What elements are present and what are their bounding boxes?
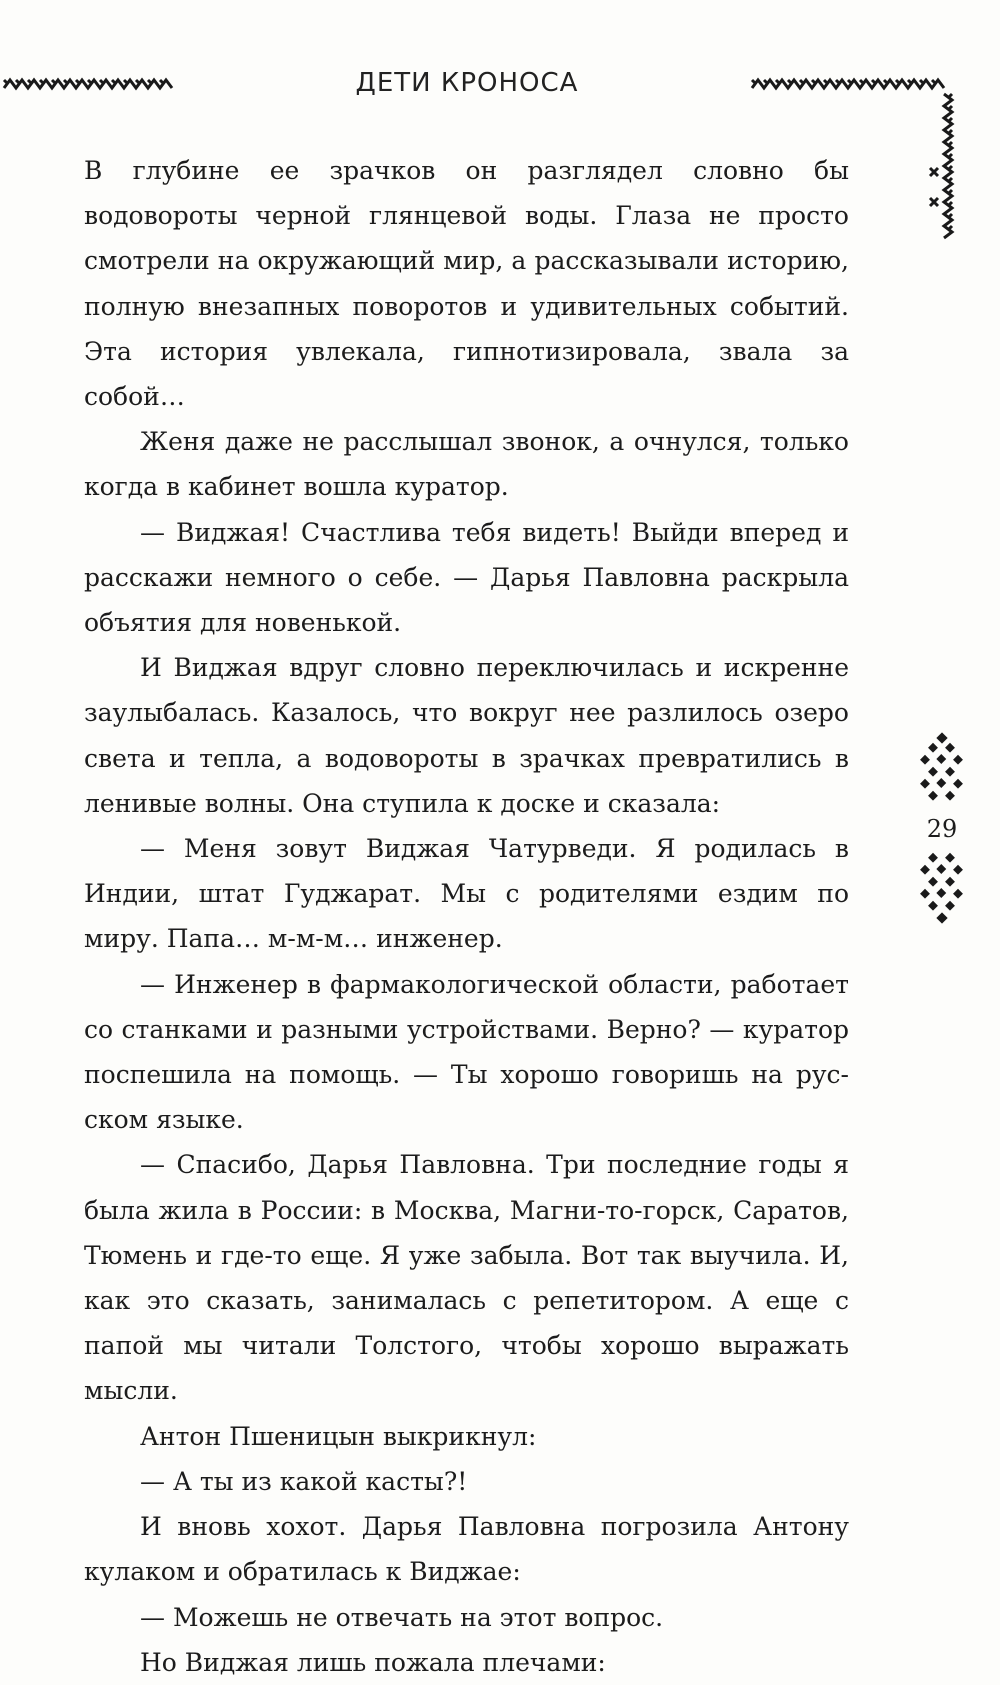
paragraph: — Можешь не отвечать на этот вопрос. [140, 1602, 664, 1632]
paragraph: Но Виджая лишь пожала плечами: [140, 1647, 606, 1677]
paragraph: — Виджая! Счастлива тебя видеть! Выйди вперед и расскажи немного о себе. — Дарья Павловна раскрыла объятия для новенькой. [84, 517, 849, 638]
paragraph: — Спасибо, Дарья Павловна. Три последние годы я была жила в России: в Москва, Магни-то-горск, Саратов, Тюмень и где-то еще. Я уже забыла. Вот так выучила. И, как это сказать, занималась с репетитором. А еще с папой мы читали Толстого, чтобы хорошо выражать мысли. [84, 1150, 849, 1406]
paragraph: — А ты из какой касты?! [140, 1466, 468, 1496]
paragraph: И вновь хохот. Дарья Павловна погрозила Антону кулаком и обратилась к Виджае: [84, 1512, 849, 1587]
folio-ornament-bottom [912, 850, 972, 930]
folio-ornament-top [912, 730, 972, 810]
paragraph: Антон Пшеницын выкрикнул: [140, 1421, 537, 1451]
paragraph: В глубине ее зрачков он разглядел словно бы водовороты черной глянцевой воды. Глаза не просто смотрели на окружающий мир, а рассказывали историю, полную внезапных поворотов и удивительных событий. Эта история увлекала, гипнотизировала, звала за собой… [84, 156, 849, 412]
paragraph: — Меня зовут Виджая Чатурведи. Я родилась в Индии, штат Гуджарат. Мы с родителями ездим по миру. Папа… м-м-м… инженер. [84, 834, 849, 954]
paragraph: Женя даже не расслышал звонок, а очнулся, только когда в кабинет вошла куратор. [84, 427, 849, 502]
body-text [84, 148, 849, 1685]
paragraph: — Инженер в фармакологической области, работает со станками и разными устройствами. Верно? — куратор поспешила на помощь. — Ты хорошо говоришь на русском языке. [84, 969, 849, 1135]
running-title: ДЕТИ КРОНОСА [355, 68, 579, 98]
page-number: 29 [926, 815, 958, 843]
paragraph: И Виджая вдруг словно переключилась и искренне заулыбалась. Казалось, что вокруг нее разлилось озеро света и тепла, а водовороты в зрачках превратились в ленивые волны. Она ступила к доске и сказала: [84, 653, 849, 818]
